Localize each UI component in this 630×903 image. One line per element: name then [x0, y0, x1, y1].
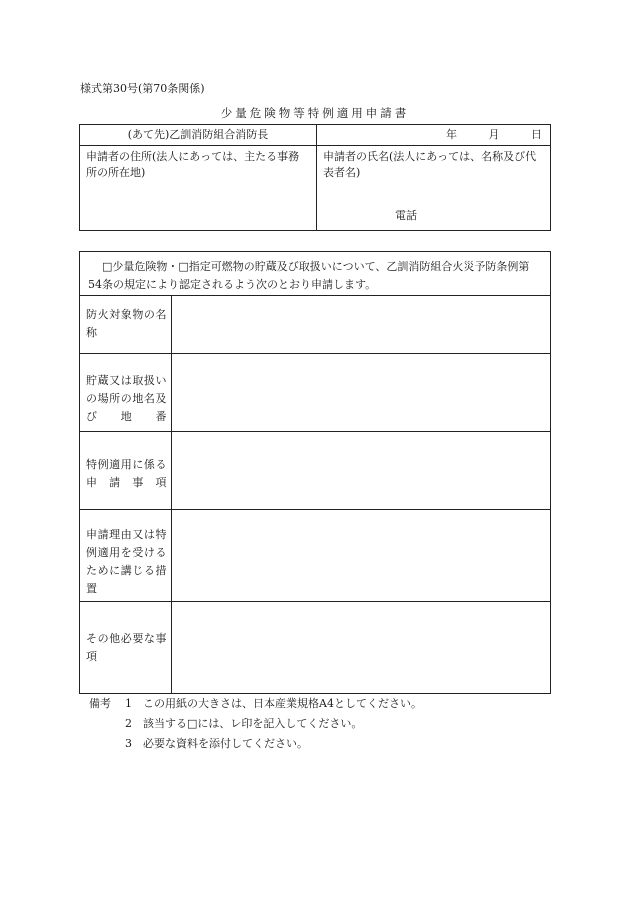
- phone-label: 電話: [395, 209, 417, 222]
- applicant-table: [79, 124, 551, 231]
- note-item: [89, 714, 422, 734]
- row-value[interactable]: [172, 296, 551, 354]
- row-label: 貯蔵又は取扱いの場所の地名及び地番: [80, 354, 172, 432]
- applicant-name-label: 申請者の氏名(法人にあっては、名称及び代表者名): [323, 150, 537, 179]
- row-label: その他必要な事項: [80, 602, 172, 694]
- form-number: 様式第30号(第70条関係): [80, 82, 205, 95]
- intro-text: □少量危険物・□指定可燃物の貯蔵及び取扱いについて、乙訓消防組合火災予防条例第54条の規定により認定されるよう次のとおり申請します。: [88, 260, 530, 291]
- notes-heading: 備考: [89, 697, 111, 710]
- date-month: 月: [488, 128, 500, 141]
- row-value[interactable]: [172, 510, 551, 602]
- row-label: 特例適用に係る申請事項: [80, 432, 172, 510]
- date-day: 日: [531, 128, 542, 141]
- table-row: [80, 354, 551, 432]
- applicant-address-cell[interactable]: [80, 146, 317, 231]
- application-table: [79, 251, 551, 694]
- note-text: 必要な資料を添付してください。: [143, 737, 308, 750]
- row-value[interactable]: [172, 602, 551, 694]
- applicant-name-cell[interactable]: [317, 146, 551, 231]
- row-label: 防火対象物の名称: [80, 296, 172, 354]
- note-item: [89, 734, 422, 754]
- note-number: 1: [125, 697, 132, 710]
- intro-cell: [80, 252, 551, 296]
- table-row: [80, 432, 551, 510]
- note-text: この用紙の大きさは、日本産業規格A4としてください。: [143, 697, 422, 710]
- note-number: 2: [125, 717, 132, 730]
- note-number: 3: [125, 737, 132, 750]
- form-title: 少量危険物等特例適用申請書: [220, 106, 410, 120]
- table-row: [80, 296, 551, 354]
- date-cell[interactable]: [317, 125, 551, 146]
- table-row: [80, 510, 551, 602]
- addressee: (あて先)乙訓消防組合消防長: [127, 128, 269, 141]
- applicant-address-label: 申請者の住所(法人にあっては、主たる事務所の所在地): [86, 150, 300, 179]
- row-label: 申請理由又は特例適用を受けるために講じる措置: [80, 510, 172, 602]
- row-value[interactable]: [172, 354, 551, 432]
- table-row: [80, 602, 551, 694]
- note-text: 該当する□には、レ印を記入してください。: [143, 717, 363, 730]
- note-item: [89, 694, 422, 714]
- row-value[interactable]: [172, 432, 551, 510]
- date-year: 年: [446, 128, 457, 141]
- addressee-cell: [80, 125, 317, 146]
- notes: [89, 694, 422, 754]
